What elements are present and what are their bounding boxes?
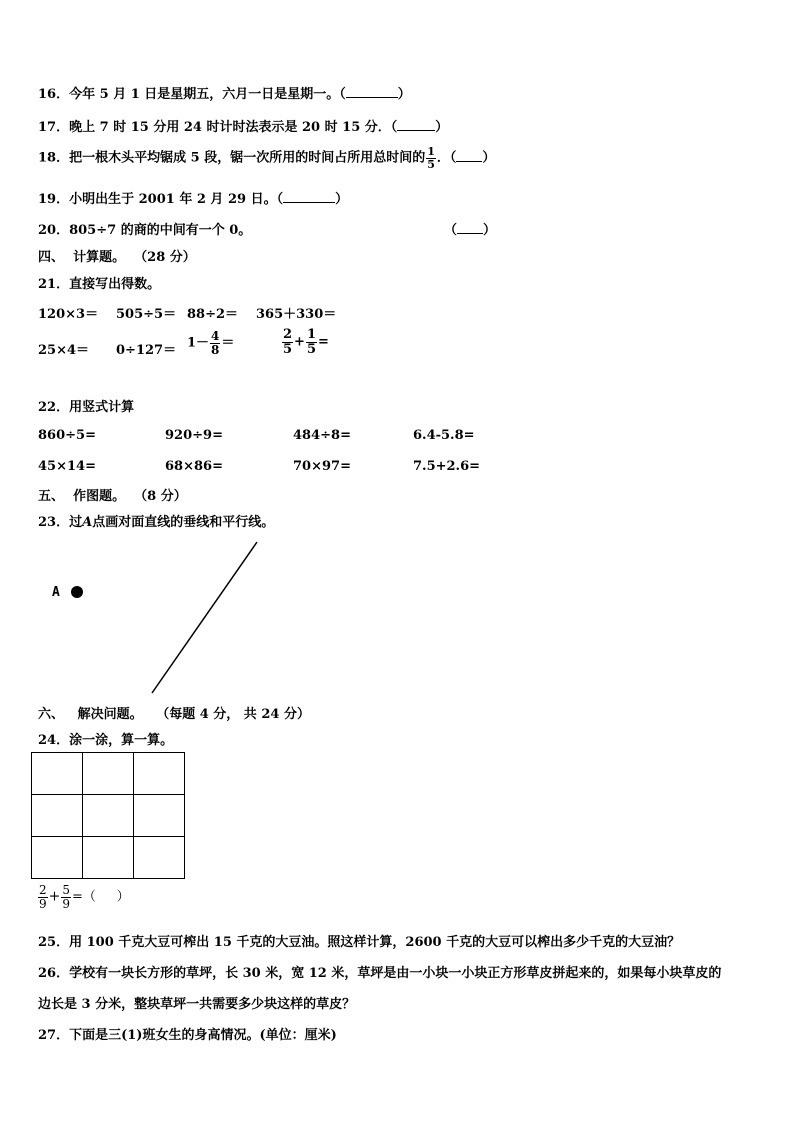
grid-cell[interactable] xyxy=(32,795,83,837)
question-text: 用竖式计算 xyxy=(69,400,135,415)
question-text: 晚上 7 时 15 分用 24 时计时法表示是 20 时 15 分．（ xyxy=(69,120,398,135)
question-text: 今年 5 月 1 日是星期五，六月一日是星期一。（ xyxy=(69,87,346,102)
fraction-sum-expression: $\frac{2}{9}$ + $\frac{5}{9}$ =（ ） xyxy=(39,883,130,911)
grid-cell[interactable] xyxy=(32,753,83,795)
question-text: 学校有一块长方形的草坪，长 30 米，宽 12 米，草坪是由一小块一小块正方形草皮拼起来的，如果每小块草皮的 xyxy=(69,966,722,981)
calc-item: 7.5+2.6= xyxy=(413,459,481,474)
calc-item: 68×86= xyxy=(165,459,223,474)
fraction: $\frac{1}{5}$ xyxy=(427,145,435,171)
answer-blank[interactable] xyxy=(283,192,335,203)
grid-cell[interactable] xyxy=(83,837,134,879)
question-16: 16．今年 5 月 1 日是星期五，六月一日是星期一。（ ） xyxy=(38,87,411,102)
question-26 xyxy=(38,962,721,981)
question-number: 16． xyxy=(38,87,70,102)
grid-3x3 xyxy=(31,752,185,879)
point-a-dot xyxy=(71,586,83,598)
drawing-figure xyxy=(0,530,300,700)
question-text: 涂一涂，算一算。 xyxy=(69,733,174,748)
question-text: 把一根木头平均锯成 5 段，锯一次所用的时间占所用总时间的 xyxy=(69,150,426,166)
question-number: 24． xyxy=(38,733,70,748)
question-number: 21． xyxy=(38,277,70,292)
question-number: 25． xyxy=(38,935,70,950)
section-6-heading: 六、 解决问题。 （每题 4 分， 共 24 分） xyxy=(38,707,310,722)
point-a-label: A xyxy=(52,585,60,600)
question-21 xyxy=(38,273,160,292)
question-20-answer: （ ） xyxy=(444,223,497,238)
question-26-line-2: 边长是 3 分米，整块草坪一共需要多少块这样的草皮？ xyxy=(38,997,356,1012)
question-text: 805÷7 的商的中间有一个 0。 xyxy=(69,223,252,238)
question-text: 下面是三(1)班女生的身高情况。(单位：厘米) xyxy=(69,1028,337,1043)
calc-item: 6.4-5.8= xyxy=(413,428,475,443)
question-23: 23．过A点画对面直线的垂线和平行线。 xyxy=(38,515,275,530)
answer-blank[interactable] xyxy=(397,120,435,131)
question-text: 小明出生于 2001 年 2 月 29 日。（ xyxy=(69,192,284,207)
question-24 xyxy=(38,729,173,748)
question-20 xyxy=(38,219,251,238)
question-number: 17． xyxy=(38,120,70,135)
question-25 xyxy=(38,931,680,950)
grid-cell[interactable] xyxy=(134,753,185,795)
calc-item: 920÷9= xyxy=(165,428,223,443)
question-number: 18． xyxy=(38,150,70,166)
calc-item: 860÷5= xyxy=(38,428,96,443)
question-18: 18．把一根木头平均锯成 5 段，锯一次所用的时间占所用总时间的 $\frac{1}{5}$ ．（ ） xyxy=(38,145,496,171)
answer-blank[interactable] xyxy=(456,151,482,162)
section-4-heading: 四、 计算题。 （28 分） xyxy=(38,250,196,265)
question-number: 20． xyxy=(38,223,70,238)
grid-cell[interactable] xyxy=(83,795,134,837)
calc-item: 365＋330＝ xyxy=(256,307,337,322)
question-text: 直接写出得数。 xyxy=(69,277,161,292)
slanted-line xyxy=(152,542,257,693)
grid-cell[interactable] xyxy=(83,753,134,795)
question-number: 19． xyxy=(38,192,70,207)
question-number: 27． xyxy=(38,1028,70,1043)
calc-item: 25×4＝ xyxy=(38,343,90,358)
calc-item: 70×97= xyxy=(293,459,351,474)
grid-cell[interactable] xyxy=(134,837,185,879)
question-number: 22． xyxy=(38,400,70,415)
question-17: 17．晚上 7 时 15 分用 24 时计时法表示是 20 时 15 分．（ ） xyxy=(38,120,449,135)
answer-blank[interactable] xyxy=(457,223,483,234)
calc-item: 484÷8= xyxy=(293,428,351,443)
calc-item-fraction-sum: $\frac{2}{5}$ + $\frac{1}{5}$ = xyxy=(283,327,329,357)
calc-item-fraction: 1－ $\frac{4}{8}$ ＝ xyxy=(187,329,235,357)
calc-item: 505÷5＝ xyxy=(116,307,177,322)
question-27 xyxy=(38,1024,337,1043)
question-19: 19．小明出生于 2001 年 2 月 29 日。（ ） xyxy=(38,192,349,207)
answer-blank[interactable] xyxy=(346,87,398,98)
question-22 xyxy=(38,396,134,415)
calc-item: 45×14= xyxy=(38,459,96,474)
grid-cell[interactable] xyxy=(32,837,83,879)
grid-cell[interactable] xyxy=(134,795,185,837)
calc-item: 120×3＝ xyxy=(38,307,99,322)
section-5-heading: 五、 作图题。 （8 分） xyxy=(38,489,187,504)
calc-item: 88÷2＝ xyxy=(187,307,239,322)
point-label: A xyxy=(82,515,93,530)
calc-item: 0÷127＝ xyxy=(116,343,177,358)
question-number: 23． xyxy=(38,515,70,530)
question-text: 用 100 千克大豆可榨出 15 千克的大豆油。照这样计算，2600 千克的大豆可以榨出多少千克的大豆油？ xyxy=(69,935,681,950)
question-number: 26． xyxy=(38,966,70,981)
